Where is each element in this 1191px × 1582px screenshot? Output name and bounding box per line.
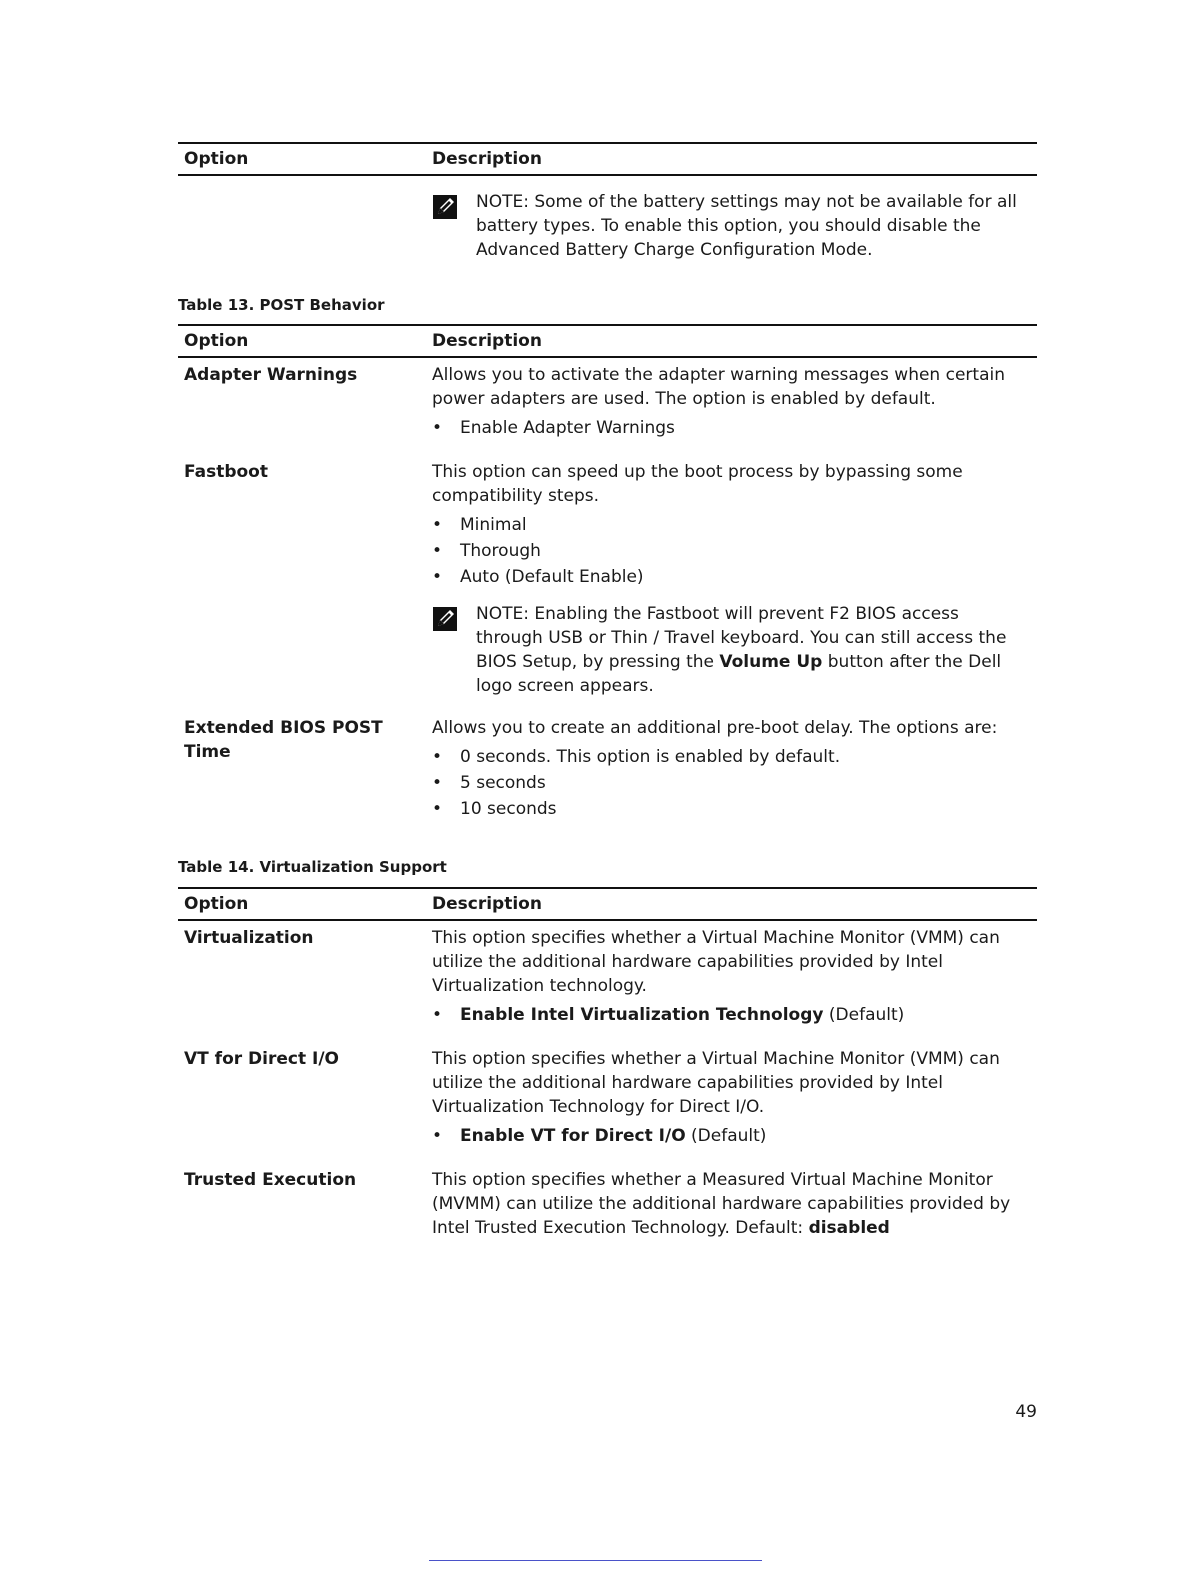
header-option: Option	[184, 331, 249, 351]
option-list	[432, 1002, 1037, 1028]
page-content	[178, 142, 1037, 1240]
list-item-bold: Enable VT for Direct I/O	[460, 1126, 686, 1146]
note-body: Some of the battery settings may not be available for all battery types. To enable this option, you should disable the Advanced Battery Charge Configuration Mode.	[476, 192, 1017, 260]
option-description: This option specifies whether a Virtual Machine Monitor (VMM) can utilize the additional hardware capabilities provided by Intel Virtualization Technology for Direct I/O.	[432, 1049, 1000, 1117]
option-list	[432, 415, 1037, 441]
list-item	[432, 1123, 1037, 1149]
table-row-vt-for-direct-io	[178, 1047, 1037, 1149]
list-item-rest: (Default)	[823, 1005, 905, 1025]
table-row-extended-bios-post-time	[178, 716, 1037, 822]
table-row	[178, 176, 1037, 262]
header-option: Option	[184, 149, 249, 169]
option-description: Allows you to create an additional pre-boot delay. The options are:	[432, 718, 998, 738]
option-list	[432, 512, 1037, 590]
note-text	[476, 190, 1031, 262]
list-item-bold: Enable Intel Virtualization Technology	[460, 1005, 824, 1025]
note-bold: Volume Up	[719, 652, 823, 672]
option-name: Trusted Execution	[184, 1170, 357, 1190]
option-name: Extended BIOS POST Time	[184, 718, 383, 762]
option-description: This option specifies whether a Virtual Machine Monitor (VMM) can utilize the additional hardware capabilities provided by Intel Virtualization technology.	[432, 928, 1000, 996]
list-item: • 5 seconds	[432, 770, 1037, 796]
table-14-virtualization-support	[178, 887, 1037, 1240]
option-name: VT for Direct I/O	[184, 1049, 340, 1069]
option-description: This option can speed up the boot process by bypassing some compatibility steps.	[432, 462, 963, 506]
option-name: Adapter Warnings	[184, 365, 358, 385]
list-item: • 10 seconds	[432, 796, 1037, 822]
table-13-post-behavior	[178, 324, 1037, 822]
table-header	[178, 142, 1037, 176]
note-body-end: button after the Dell logo screen appears.	[476, 652, 1002, 696]
list-item: • Minimal	[432, 512, 1037, 538]
note-label: NOTE:	[476, 604, 529, 624]
note-pencil-icon	[432, 602, 476, 698]
table-14-caption: Table 14. Virtualization Support	[178, 858, 447, 876]
note-box	[432, 602, 1037, 698]
header-description: Description	[432, 894, 542, 914]
option-name: Virtualization	[184, 928, 314, 948]
description-bold: disabled	[808, 1218, 890, 1238]
footer-line	[429, 1560, 762, 1561]
table-13-caption: Table 13. POST Behavior	[178, 296, 385, 314]
note-label: NOTE:	[476, 192, 529, 212]
description-text: This option specifies whether a Measured Virtual Machine Monitor (MVMM) can utilize the additional hardware capabilities provided by Intel Trusted Execution Technology. Default:	[432, 1170, 1011, 1238]
table-row-fastboot	[178, 460, 1037, 698]
page-number: 49	[1015, 1402, 1037, 1422]
header-description: Description	[432, 331, 542, 351]
header-description: Description	[432, 149, 542, 169]
list-item: • Auto (Default Enable)	[432, 564, 1037, 590]
option-list	[432, 744, 1037, 822]
list-item-rest: (Default)	[685, 1126, 767, 1146]
table-row-virtualization	[178, 926, 1037, 1028]
note-pencil-icon	[432, 190, 476, 262]
note-box	[432, 190, 1037, 262]
list-item: • 0 seconds. This option is enabled by default.	[432, 744, 1037, 770]
list-item	[432, 1002, 1037, 1028]
table-continued	[178, 142, 1037, 262]
table-header	[178, 887, 1037, 921]
option-list	[432, 1123, 1037, 1149]
list-item: • Enable Adapter Warnings	[432, 415, 1037, 441]
table-header	[178, 324, 1037, 358]
option-name: Fastboot	[184, 462, 268, 482]
list-item: • Thorough	[432, 538, 1037, 564]
table-row-trusted-execution	[178, 1168, 1037, 1240]
table-row-adapter-warnings	[178, 363, 1037, 441]
note-body-start: Enabling the Fastboot will prevent F2 BIOS access through USB or Thin / Travel keyboard. You can still access the BIOS Setup, by pressing the	[476, 604, 1007, 672]
option-description	[432, 1168, 1037, 1240]
note-text	[476, 602, 1031, 698]
header-option: Option	[184, 894, 249, 914]
option-description: Allows you to activate the adapter warning messages when certain power adapters are used. The option is enabled by default.	[432, 365, 1005, 409]
